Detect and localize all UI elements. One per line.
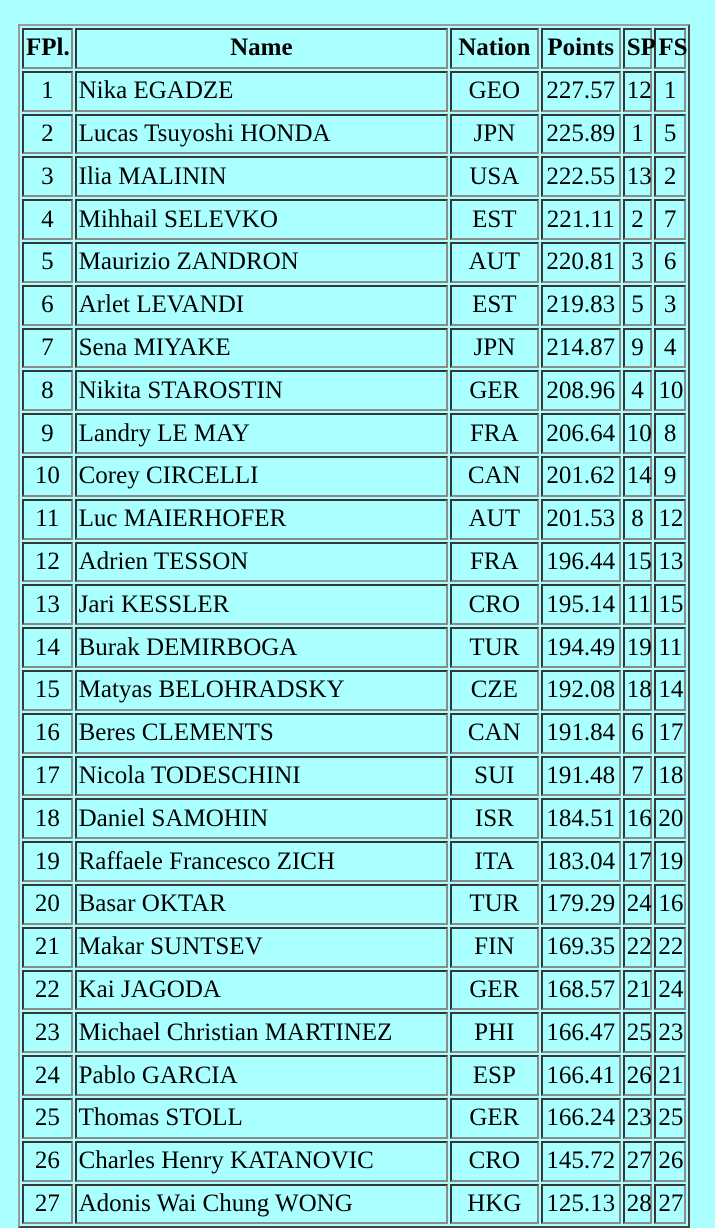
cell-fs: 9 — [654, 456, 686, 497]
cell-name: Jari KESSLER — [75, 584, 448, 625]
cell-name: Nika EGADZE — [75, 71, 448, 112]
table-row — [22, 413, 686, 454]
cell-fpl: 15 — [22, 670, 73, 711]
cell-name: Kai JAGODA — [75, 970, 448, 1011]
results-table-body — [22, 71, 686, 1225]
cell-nation: ESP — [450, 1055, 539, 1096]
table-row — [22, 1055, 686, 1096]
cell-points: 222.55 — [541, 156, 621, 197]
cell-name: Beres CLEMENTS — [75, 713, 448, 754]
cell-nation: AUT — [450, 242, 539, 283]
cell-points: 169.35 — [541, 927, 621, 968]
cell-nation: GER — [450, 1098, 539, 1139]
cell-fpl: 6 — [22, 285, 73, 326]
table-row — [22, 1098, 686, 1139]
cell-fs: 10 — [654, 370, 686, 411]
cell-name: Michael Christian MARTINEZ — [75, 1012, 448, 1053]
cell-name: Burak DEMIRBOGA — [75, 627, 448, 668]
cell-nation: CAN — [450, 456, 539, 497]
cell-points: 191.84 — [541, 713, 621, 754]
cell-points: 214.87 — [541, 328, 621, 369]
cell-name: Mihhail SELEVKO — [75, 199, 448, 240]
cell-nation: CRO — [450, 1141, 539, 1182]
cell-points: 201.62 — [541, 456, 621, 497]
cell-sp: 17 — [623, 841, 653, 882]
cell-name: Nicola TODESCHINI — [75, 756, 448, 797]
cell-sp: 11 — [623, 584, 653, 625]
cell-fpl: 26 — [22, 1141, 73, 1182]
cell-name: Adonis Wai Chung WONG — [75, 1184, 448, 1225]
cell-fpl: 14 — [22, 627, 73, 668]
header-fs: FS — [654, 28, 686, 69]
cell-sp: 2 — [623, 199, 653, 240]
cell-fs: 26 — [654, 1141, 686, 1182]
header-sp: SP — [623, 28, 653, 69]
cell-fpl: 27 — [22, 1184, 73, 1225]
cell-fs: 20 — [654, 798, 686, 839]
cell-fpl: 20 — [22, 884, 73, 925]
table-row — [22, 756, 686, 797]
cell-name: Basar OKTAR — [75, 884, 448, 925]
cell-fs: 12 — [654, 499, 686, 540]
cell-fs: 24 — [654, 970, 686, 1011]
table-row — [22, 927, 686, 968]
cell-fs: 27 — [654, 1184, 686, 1225]
cell-points: 179.29 — [541, 884, 621, 925]
cell-fs: 8 — [654, 413, 686, 454]
cell-nation: AUT — [450, 499, 539, 540]
results-table-header — [22, 28, 686, 69]
cell-sp: 10 — [623, 413, 653, 454]
table-row — [22, 370, 686, 411]
cell-name: Daniel SAMOHIN — [75, 798, 448, 839]
cell-sp: 4 — [623, 370, 653, 411]
cell-points: 221.11 — [541, 199, 621, 240]
cell-fs: 6 — [654, 242, 686, 283]
cell-name: Arlet LEVANDI — [75, 285, 448, 326]
cell-nation: TUR — [450, 884, 539, 925]
cell-name: Luc MAIERHOFER — [75, 499, 448, 540]
cell-sp: 12 — [623, 71, 653, 112]
cell-fs: 19 — [654, 841, 686, 882]
cell-fs: 18 — [654, 756, 686, 797]
cell-fs: 3 — [654, 285, 686, 326]
cell-sp: 9 — [623, 328, 653, 369]
cell-sp: 6 — [623, 713, 653, 754]
cell-fs: 7 — [654, 199, 686, 240]
cell-fpl: 17 — [22, 756, 73, 797]
cell-name: Corey CIRCELLI — [75, 456, 448, 497]
cell-nation: ISR — [450, 798, 539, 839]
cell-nation: GEO — [450, 71, 539, 112]
table-row — [22, 156, 686, 197]
cell-points: 125.13 — [541, 1184, 621, 1225]
cell-fs: 5 — [654, 114, 686, 155]
cell-fs: 25 — [654, 1098, 686, 1139]
cell-points: 201.53 — [541, 499, 621, 540]
cell-sp: 21 — [623, 970, 653, 1011]
cell-sp: 7 — [623, 756, 653, 797]
cell-nation: JPN — [450, 114, 539, 155]
cell-fpl: 10 — [22, 456, 73, 497]
table-row — [22, 242, 686, 283]
cell-fpl: 12 — [22, 542, 73, 583]
cell-nation: FRA — [450, 542, 539, 583]
cell-sp: 22 — [623, 927, 653, 968]
table-row — [22, 114, 686, 155]
cell-points: 195.14 — [541, 584, 621, 625]
cell-name: Landry LE MAY — [75, 413, 448, 454]
cell-fpl: 1 — [22, 71, 73, 112]
cell-sp: 18 — [623, 670, 653, 711]
cell-fpl: 11 — [22, 499, 73, 540]
header-points: Points — [541, 28, 621, 69]
cell-sp: 24 — [623, 884, 653, 925]
cell-sp: 3 — [623, 242, 653, 283]
cell-fs: 15 — [654, 584, 686, 625]
cell-name: Sena MIYAKE — [75, 328, 448, 369]
cell-nation: JPN — [450, 328, 539, 369]
cell-points: 194.49 — [541, 627, 621, 668]
cell-points: 227.57 — [541, 71, 621, 112]
cell-name: Charles Henry KATANOVIC — [75, 1141, 448, 1182]
table-row — [22, 1184, 686, 1225]
cell-sp: 19 — [623, 627, 653, 668]
cell-fs: 17 — [654, 713, 686, 754]
header-row — [22, 28, 686, 69]
cell-fpl: 2 — [22, 114, 73, 155]
cell-fs: 4 — [654, 328, 686, 369]
cell-fpl: 19 — [22, 841, 73, 882]
cell-points: 225.89 — [541, 114, 621, 155]
cell-sp: 16 — [623, 798, 653, 839]
cell-points: 220.81 — [541, 242, 621, 283]
table-row — [22, 542, 686, 583]
header-fpl: FPl. — [22, 28, 73, 69]
cell-fs: 23 — [654, 1012, 686, 1053]
cell-sp: 5 — [623, 285, 653, 326]
cell-sp: 25 — [623, 1012, 653, 1053]
cell-fs: 14 — [654, 670, 686, 711]
cell-fpl: 23 — [22, 1012, 73, 1053]
cell-fpl: 3 — [22, 156, 73, 197]
cell-name: Maurizio ZANDRON — [75, 242, 448, 283]
cell-nation: PHI — [450, 1012, 539, 1053]
cell-nation: USA — [450, 156, 539, 197]
cell-sp: 8 — [623, 499, 653, 540]
cell-name: Nikita STAROSTIN — [75, 370, 448, 411]
cell-name: Thomas STOLL — [75, 1098, 448, 1139]
cell-points: 168.57 — [541, 970, 621, 1011]
cell-nation: GER — [450, 370, 539, 411]
cell-points: 206.64 — [541, 413, 621, 454]
cell-name: Ilia MALININ — [75, 156, 448, 197]
cell-sp: 13 — [623, 156, 653, 197]
cell-nation: CRO — [450, 584, 539, 625]
cell-fs: 16 — [654, 884, 686, 925]
cell-sp: 23 — [623, 1098, 653, 1139]
cell-name: Adrien TESSON — [75, 542, 448, 583]
table-row — [22, 285, 686, 326]
cell-points: 184.51 — [541, 798, 621, 839]
header-nation: Nation — [450, 28, 539, 69]
cell-fpl: 7 — [22, 328, 73, 369]
cell-nation: FRA — [450, 413, 539, 454]
cell-sp: 15 — [623, 542, 653, 583]
cell-name: Makar SUNTSEV — [75, 927, 448, 968]
cell-nation: EST — [450, 199, 539, 240]
cell-nation: CZE — [450, 670, 539, 711]
cell-fpl: 4 — [22, 199, 73, 240]
cell-fpl: 16 — [22, 713, 73, 754]
cell-nation: TUR — [450, 627, 539, 668]
cell-name: Raffaele Francesco ZICH — [75, 841, 448, 882]
cell-nation: FIN — [450, 927, 539, 968]
cell-nation: ITA — [450, 841, 539, 882]
cell-fs: 11 — [654, 627, 686, 668]
cell-sp: 26 — [623, 1055, 653, 1096]
cell-points: 145.72 — [541, 1141, 621, 1182]
cell-name: Lucas Tsuyoshi HONDA — [75, 114, 448, 155]
cell-fpl: 9 — [22, 413, 73, 454]
table-row — [22, 199, 686, 240]
cell-fpl: 25 — [22, 1098, 73, 1139]
results-table — [18, 24, 690, 1228]
cell-fs: 1 — [654, 71, 686, 112]
cell-nation: HKG — [450, 1184, 539, 1225]
table-row — [22, 1141, 686, 1182]
table-row — [22, 456, 686, 497]
cell-fpl: 13 — [22, 584, 73, 625]
table-row — [22, 970, 686, 1011]
cell-points: 208.96 — [541, 370, 621, 411]
cell-name: Pablo GARCIA — [75, 1055, 448, 1096]
cell-fpl: 8 — [22, 370, 73, 411]
table-row — [22, 328, 686, 369]
cell-fpl: 22 — [22, 970, 73, 1011]
cell-nation: GER — [450, 970, 539, 1011]
cell-points: 166.41 — [541, 1055, 621, 1096]
table-row — [22, 499, 686, 540]
cell-points: 192.08 — [541, 670, 621, 711]
cell-fs: 2 — [654, 156, 686, 197]
cell-points: 166.47 — [541, 1012, 621, 1053]
cell-points: 183.04 — [541, 841, 621, 882]
table-row — [22, 627, 686, 668]
cell-fs: 13 — [654, 542, 686, 583]
cell-fpl: 24 — [22, 1055, 73, 1096]
cell-fs: 22 — [654, 927, 686, 968]
cell-fpl: 21 — [22, 927, 73, 968]
cell-sp: 14 — [623, 456, 653, 497]
cell-points: 219.83 — [541, 285, 621, 326]
table-row — [22, 1012, 686, 1053]
table-row — [22, 670, 686, 711]
cell-sp: 1 — [623, 114, 653, 155]
cell-sp: 27 — [623, 1141, 653, 1182]
cell-sp: 28 — [623, 1184, 653, 1225]
table-row — [22, 841, 686, 882]
cell-fpl: 18 — [22, 798, 73, 839]
cell-name: Matyas BELOHRADSKY — [75, 670, 448, 711]
cell-points: 166.24 — [541, 1098, 621, 1139]
cell-points: 191.48 — [541, 756, 621, 797]
table-row — [22, 713, 686, 754]
cell-nation: EST — [450, 285, 539, 326]
cell-points: 196.44 — [541, 542, 621, 583]
cell-nation: CAN — [450, 713, 539, 754]
table-row — [22, 798, 686, 839]
cell-fs: 21 — [654, 1055, 686, 1096]
cell-fpl: 5 — [22, 242, 73, 283]
cell-nation: SUI — [450, 756, 539, 797]
table-row — [22, 884, 686, 925]
header-name: Name — [75, 28, 448, 69]
table-row — [22, 584, 686, 625]
table-row — [22, 71, 686, 112]
